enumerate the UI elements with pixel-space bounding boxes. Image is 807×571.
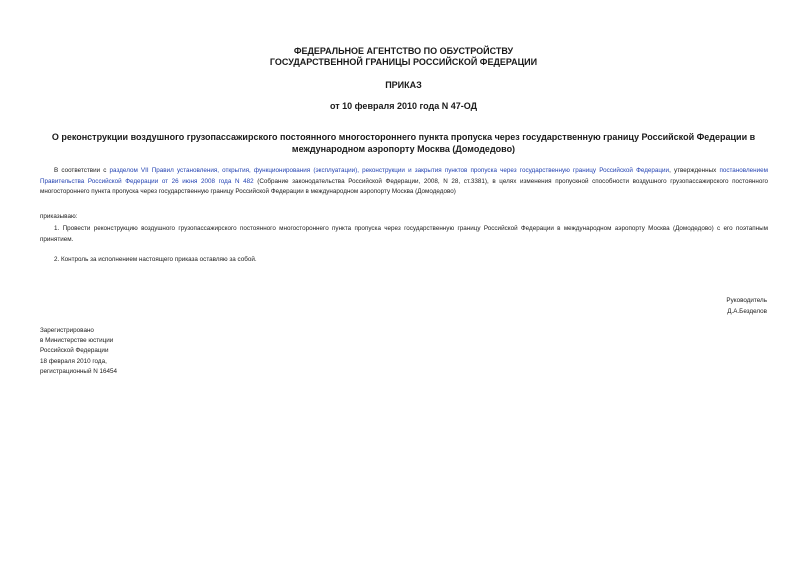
signature-name: Д.А.Безделов [727,307,767,315]
government-decree-link[interactable]: постановлением Правительства Российской Федерации от 26 июня 2008 года N 482 [40,167,768,185]
preamble-text-a: В соответствии с [54,167,110,174]
paragraph-order-word: приказываю: [40,213,78,220]
paragraph-preamble [40,166,768,198]
paragraph-item-1: 1. Провести реконструкцию воздушного грузопассажирского постоянного многостороннего пункта пропуска через государственную границу Российской Федерации в международном аэропорту Москва (Домодедово) с его поэтапным принятием. [40,225,768,243]
registration-line-5: регистрационный N 16454 [40,367,118,375]
agency-line-2: ГОСУДАРСТВЕННОЙ ГРАНИЦЫ РОССИЙСКОЙ ФЕДЕРАЦИИ [269,57,538,67]
registration-line-1: Зарегистрировано [40,327,94,334]
preamble-text-c: (Собрание законодательства Российской Федерации, 2008, N 28, ст.3381), в целях изменения пропускной способности воздушного грузопассажирского постоянного многостороннего пункта пропуска через государственную границу Российской Федерации в международном аэропорту Москва (Домодедово) [40,177,769,195]
registration-block [40,326,117,377]
rules-section-link[interactable]: разделом VII Правил установления, открытия, функционирования (эксплуатации), реконструкции и закрытия пунктов пропуска через государственную границу Российской Федерации [109,167,670,174]
signature-block [726,296,767,317]
registration-line-4: 18 февраля 2010 года, [40,357,107,365]
document-subject: О реконструкции воздушного грузопассажирского постоянного многостороннего пункта пропуска через государственную границу Российской Федерации в международном аэропорту Москва (Домодедово) [51,132,756,154]
document-date: от 10 февраля 2010 года N 47-ОД [329,101,477,111]
agency-line-1: ФЕДЕРАЛЬНОЕ АГЕНТСТВО ПО ОБУСТРОЙСТВУ [293,46,514,56]
registration-line-2: в Министерстве юстиции [40,337,114,345]
signature-title: Руководитель [726,297,767,304]
paragraph-item-2: 2. Контроль за исполнением настоящего приказа оставляю за собой. [54,256,257,263]
document-type: ПРИКАЗ [385,80,422,90]
preamble-text-b: , утвержденных [669,167,720,174]
agency-name [0,46,807,68]
registration-line-3: Российской Федерации [40,347,109,355]
